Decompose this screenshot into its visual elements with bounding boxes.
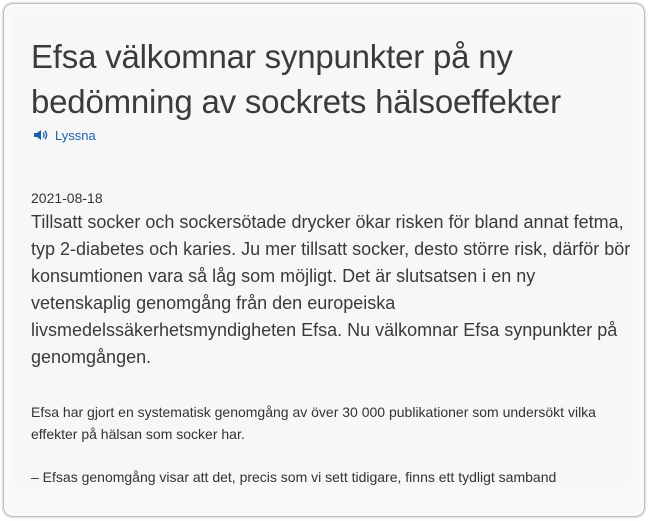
page-title: Efsa välkomnar synpunkter på ny bedömning av sockrets hälsoeffekter: [31, 38, 561, 120]
listen-button[interactable]: [33, 127, 96, 143]
window-frame: [3, 3, 645, 517]
speaker-icon: [33, 129, 49, 141]
publish-date: 2021-08-18: [31, 190, 103, 206]
article-content: [13, 11, 630, 486]
body-paragraph: Efsa har gjort en systematisk genomgång av över 30 000 publikationer som undersökt vilka effekter på hälsan som socker har.: [31, 404, 596, 442]
body-paragraph: – Efsas genomgång visar att det, precis som vi sett tidigare, finns ett tydligt samband: [31, 469, 557, 485]
lead-paragraph: Tillsatt socker och sockersötade drycker ökar risken för bland annat fetma, typ 2-diabetes och karies. Ju mer tillsatt socker, desto större risk, därför bör konsumtionen vara så låg som möjligt. Det är slutsatsen i en ny vetenskaplig genomgång från den europeiska livsmedelssäkerhetsmyndigheten Efsa. Nu välkomnar Efsa synpunkter på genomgången.: [31, 212, 630, 367]
listen-label: Lyssna: [55, 127, 96, 143]
